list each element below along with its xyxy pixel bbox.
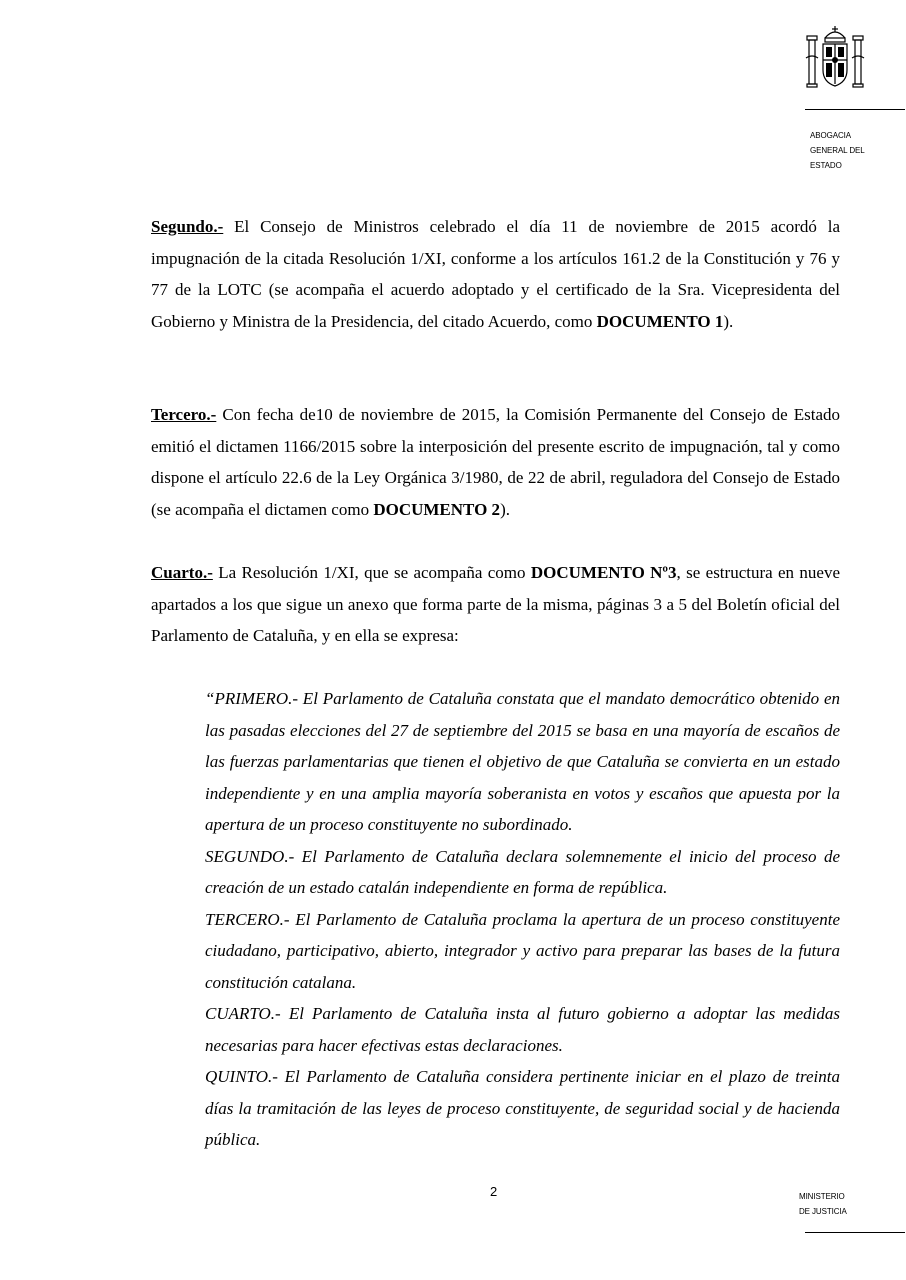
- quote-item: QUINTO.- El Parlamento de Cataluña considera pertinente iniciar en el plazo de treinta días la tramitación de las leyes de proceso constituyente, de seguridad social y de hacienda pública.: [205, 1067, 840, 1149]
- paragraph-text: La Resolución 1/XI, que se acompaña como: [212, 563, 531, 582]
- paragraph-heading: Cuarto.-: [151, 563, 213, 582]
- ministry-line: DE JUSTICIA: [799, 1207, 847, 1216]
- paragraph-text: ).: [500, 499, 510, 519]
- paragraph-text: Con fecha de10 de noviembre de 2015, la Comisión Permanente del Consejo de Estado emitió el dictamen 1166/2015 sobre la interposición del presente escrito de impugnación, tal y como dispone el artículo 22.6 de la Ley Orgánica 3/1980, de 22 de abril, reguladora del Consejo de Estado (se acompaña el dictamen como: [151, 405, 840, 519]
- resolution-quote: [205, 683, 840, 1156]
- agency-line: ESTADO: [810, 161, 842, 170]
- paragraph-text: ).: [723, 311, 734, 331]
- quote-item: CUARTO.- El Parlamento de Cataluña insta al futuro gobierno a adoptar las medidas necesarias para hacer efectivas estas declaraciones.: [205, 1004, 840, 1055]
- agency-line: GENERAL DEL: [810, 146, 865, 155]
- paragraph-tercero: [151, 399, 840, 525]
- agency-line: ABOGACIA: [810, 131, 851, 140]
- paragraph-segundo: [151, 211, 840, 337]
- page-number: 2: [490, 1184, 498, 1199]
- paragraph-heading: Tercero.-: [151, 405, 217, 424]
- document-reference: DOCUMENTO 2: [373, 499, 501, 519]
- header-rule: [805, 109, 905, 110]
- document-reference: DOCUMENTO 1: [596, 311, 724, 331]
- ministry-line: MINISTERIO: [799, 1192, 845, 1201]
- paragraph-text: , se estructura en nueve apartados a los que sigue un anexo que forma parte de la misma, páginas 3 a 5 del Boletín oficial del Parlamento de Cataluña, y en ella se expresa:: [151, 563, 840, 645]
- paragraph-heading: Segundo.-: [151, 217, 224, 236]
- document-reference: DOCUMENTO Nº3: [530, 563, 677, 582]
- coat-of-arms-logo: [803, 24, 867, 94]
- paragraph-cuarto: [151, 557, 840, 652]
- quote-item: SEGUNDO.- El Parlamento de Cataluña declara solemnemente el inicio del proceso de creación de un estado catalán independiente en forma de república.: [205, 846, 840, 897]
- paragraph-text: El Consejo de Ministros celebrado el día 11 de noviembre de 2015 acordó la impugnación de la citada Resolución 1/XI, conforme a los artículos 161.2 de la Constitución y 76 y 77 de la LOTC (se acompaña el acuerdo adoptado y el certificado de la Sra. Vicepresidenta del Gobierno y Ministra de la Presidencia, del citado Acuerdo, como: [151, 217, 840, 331]
- footer-rule: [805, 1232, 905, 1233]
- quote-item: “PRIMERO.- El Parlamento de Cataluña constata que el mandato democrático obtenido en las pasadas elecciones del 27 de septiembre del 2015 se basa en una mayoría de escaños de las fuerzas parlamentarias que tienen el objetivo de que Cataluña se convierta en un estado independiente y en una amplia mayoría soberanista en votos y escaños que apuesta por la apertura de un proceso constituyente no subordinado.: [205, 689, 840, 834]
- quote-item: TERCERO.- El Parlamento de Cataluña proclama la apertura de un proceso constituyente ciudadano, participativo, abierto, integrador y activo para preparar las bases de la futura constitución catalana.: [205, 909, 840, 992]
- ministry-label: [799, 1189, 847, 1219]
- agency-label: [810, 128, 865, 173]
